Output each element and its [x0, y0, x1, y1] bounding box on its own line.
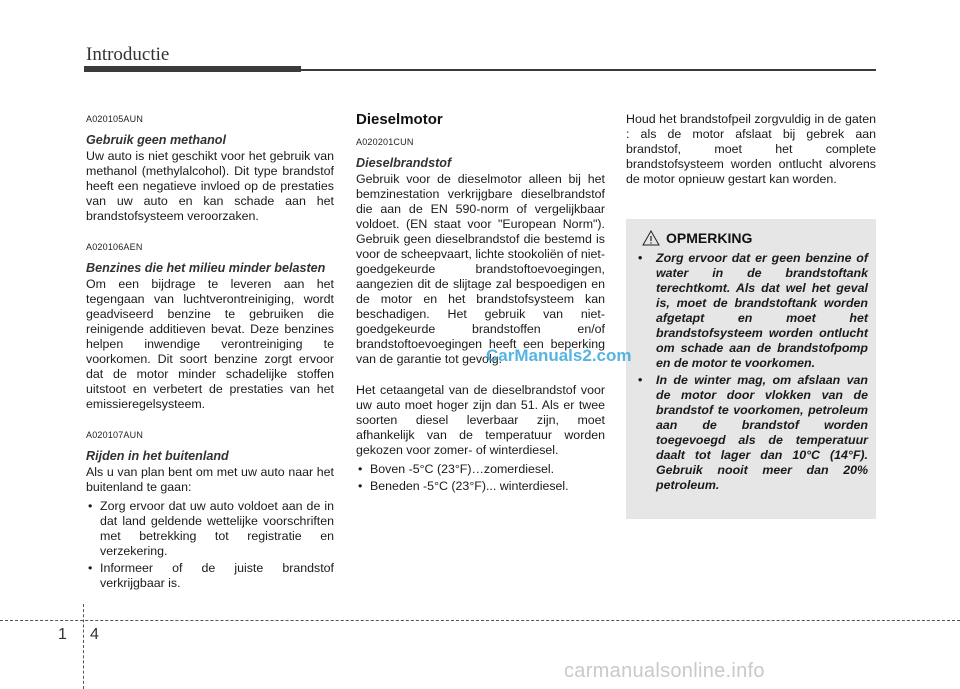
section-heading: Benzines die het milieu minder belasten: [86, 261, 326, 275]
list-item: • Boven -5°C (23°F)…zomerdiesel.: [356, 462, 605, 477]
section-code: A020106AEN: [86, 242, 143, 252]
section-body: Uw auto is niet geschikt voor het gebruik van methanol (methylalcohol). Dit type brandstof heeft een negatieve invloed op de prestaties van uw auto en kan schade aan het brandstofsysteem veroorzaken.: [86, 149, 334, 223]
list-item: • Beneden -5°C (23°F)... winterdiesel.: [356, 479, 605, 494]
header-rule-thick: [84, 66, 301, 72]
column-left: [86, 112, 334, 593]
note-box: [626, 219, 876, 519]
section-body: Om een bijdrage te leveren aan het tegengaan van luchtverontreiniging, wordt geadviseerd benzine te gebruiken die reinigende additieven bevat. Deze benzines helpen inwendige verontreiniging te voorkomen. Dit soort benzine zorgt ervoor dat de motor minder schadelijke stoffen uitstoot en verbetert de prestaties van het emissieregelsysteem.: [86, 277, 334, 411]
list-item: • Informeer of de juiste brandstof verkrijgbaar is.: [86, 561, 334, 591]
list-item: • Zorg ervoor dat uw auto voldoet aan de in dat land geldende wettelijke voorschriften met betrekking tot registratie en verzekering.: [86, 499, 334, 559]
note-list: [636, 251, 868, 495]
header-rule-thin: [301, 69, 876, 71]
section-code: A020107AUN: [86, 430, 144, 440]
section-heading: Dieselbrandstof: [356, 156, 452, 170]
note-header: [642, 230, 752, 246]
note-title: OPMERKING: [666, 230, 753, 246]
column-middle: [356, 112, 605, 496]
page-header-title: Introductie: [86, 44, 170, 65]
watermark: CarManuals2.com: [486, 346, 632, 365]
bullet-list: [86, 499, 334, 591]
section-code: A020105AUN: [86, 114, 144, 124]
section-heading: Rijden in het buitenland: [86, 449, 229, 463]
list-item: • Zorg ervoor dat er geen benzine of water in de brandstoftank terechtkomt. Als dat wel het geval is, moet de brandstoftank worden afgetapt en moet het brandstofsysteem worden ontlucht om schade aan de brandstofpomp en de motor te voorkomen.: [636, 251, 868, 371]
footer-site-watermark: carmanualsonline.info: [564, 660, 765, 682]
section-body: Het cetaangetal van de dieselbrandstof voor uw auto moet hoger zijn dan 51. Als er twee soorten diesel leverbaar zijn, moet afhankelijk van de temperatuur worden gekozen voor zomer- of winterdiesel.: [356, 383, 605, 457]
section-body: Als u van plan bent om met uw auto naar het buitenland te gaan:: [86, 465, 334, 494]
footer-rule: [0, 620, 960, 621]
section-body: Houd het brandstofpeil zorgvuldig in de gaten : als de motor afslaat bij gebrek aan brandstof, moet het complete brandstofsysteem worden ontlucht alvorens de motor opnieuw gestart kan worden.: [626, 112, 876, 186]
section-code: A020201CUN: [356, 137, 414, 147]
warning-triangle-icon: [642, 230, 660, 246]
list-item: • In de winter mag, om afslaan van de motor door vlokken van de brandstof te voorkomen, petroleum aan de brandstof worden toegevoegd als de temperatuur daalt tot lager dan 10°C (14°F). Gebruik nooit meer dan 20% petroleum.: [636, 373, 868, 493]
section-body: Gebruik voor de dieselmotor alleen bij het bemzinestation verkrijgbare dieselbrandstof die aan de EN 590-norm of vergelijkbaar voldoet. (EN staat voor "European Norm"). Gebruik geen dieselbrandstof die bestemd is voor de scheepvaart, lichte stookoliën of niet-goedgekeurde brandstoftoevoegingen, aangezien dit de slijtage zal bespoedigen en de motor en het brandstofsysteem kan beschadigen. Het gebruik van niet-goedgekeurde brandstoffen en/of brandstoftoevoegingen heeft een beperking van de garantie tot gevolg.: [356, 172, 605, 366]
footer-divider: [83, 604, 84, 689]
bullet-list: [356, 462, 605, 494]
page-number: 4: [90, 626, 99, 643]
section-title: Dieselmotor: [356, 111, 443, 128]
section-heading: Gebruik geen methanol: [86, 133, 226, 147]
column-right: [626, 112, 876, 187]
chapter-number: 1: [58, 626, 67, 643]
